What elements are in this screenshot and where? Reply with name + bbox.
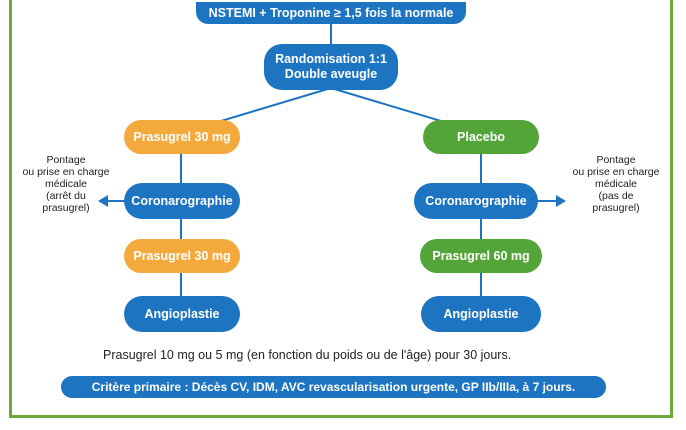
left-side-note: [12, 154, 120, 214]
left-side-note-line: Pontage: [46, 154, 86, 166]
randomisation-line1: Randomisation 1:1: [275, 52, 387, 66]
left-side-note-line: médicale: [44, 178, 88, 190]
right-angioplasty-box: Angioplastie: [421, 296, 541, 332]
right-side-note-line: prasugrel): [592, 202, 640, 214]
left-coronarography-box: Coronarographie: [124, 183, 240, 219]
right-side-note-line: médicale: [594, 178, 638, 190]
left-side-note-line: ou prise en charge: [22, 166, 110, 178]
inclusion-criteria-box: NSTEMI + Troponine ≥ 1,5 fois la normale: [196, 2, 466, 24]
primary-endpoint-box: Critère primaire : Décès CV, IDM, AVC revascularisation urgente, GP IIb/IIIa, à 7 jours.: [61, 376, 606, 398]
left-angioplasty-box: Angioplastie: [124, 296, 240, 332]
right-side-note-line: (pas de: [598, 190, 634, 202]
right-side-note-line: ou prise en charge: [572, 166, 660, 178]
randomisation-line2: Double aveugle: [284, 67, 378, 81]
left-side-note-line: prasugrel): [42, 202, 90, 214]
right-coronarography-box: Coronarographie: [414, 183, 538, 219]
left-drug2-box: Prasugrel 30 mg: [124, 239, 240, 273]
right-side-note: [562, 154, 670, 214]
followup-text: Prasugrel 10 mg ou 5 mg (en fonction du poids ou de l'âge) pour 30 jours.: [103, 348, 512, 362]
right-drug1-box: Placebo: [423, 120, 539, 154]
randomisation-box: [264, 44, 398, 90]
right-side-note-line: Pontage: [596, 154, 636, 166]
right-drug2-box: Prasugrel 60 mg: [420, 239, 542, 273]
left-drug1-box: Prasugrel 30 mg: [124, 120, 240, 154]
left-side-note-line: (arrêt du: [46, 190, 86, 202]
